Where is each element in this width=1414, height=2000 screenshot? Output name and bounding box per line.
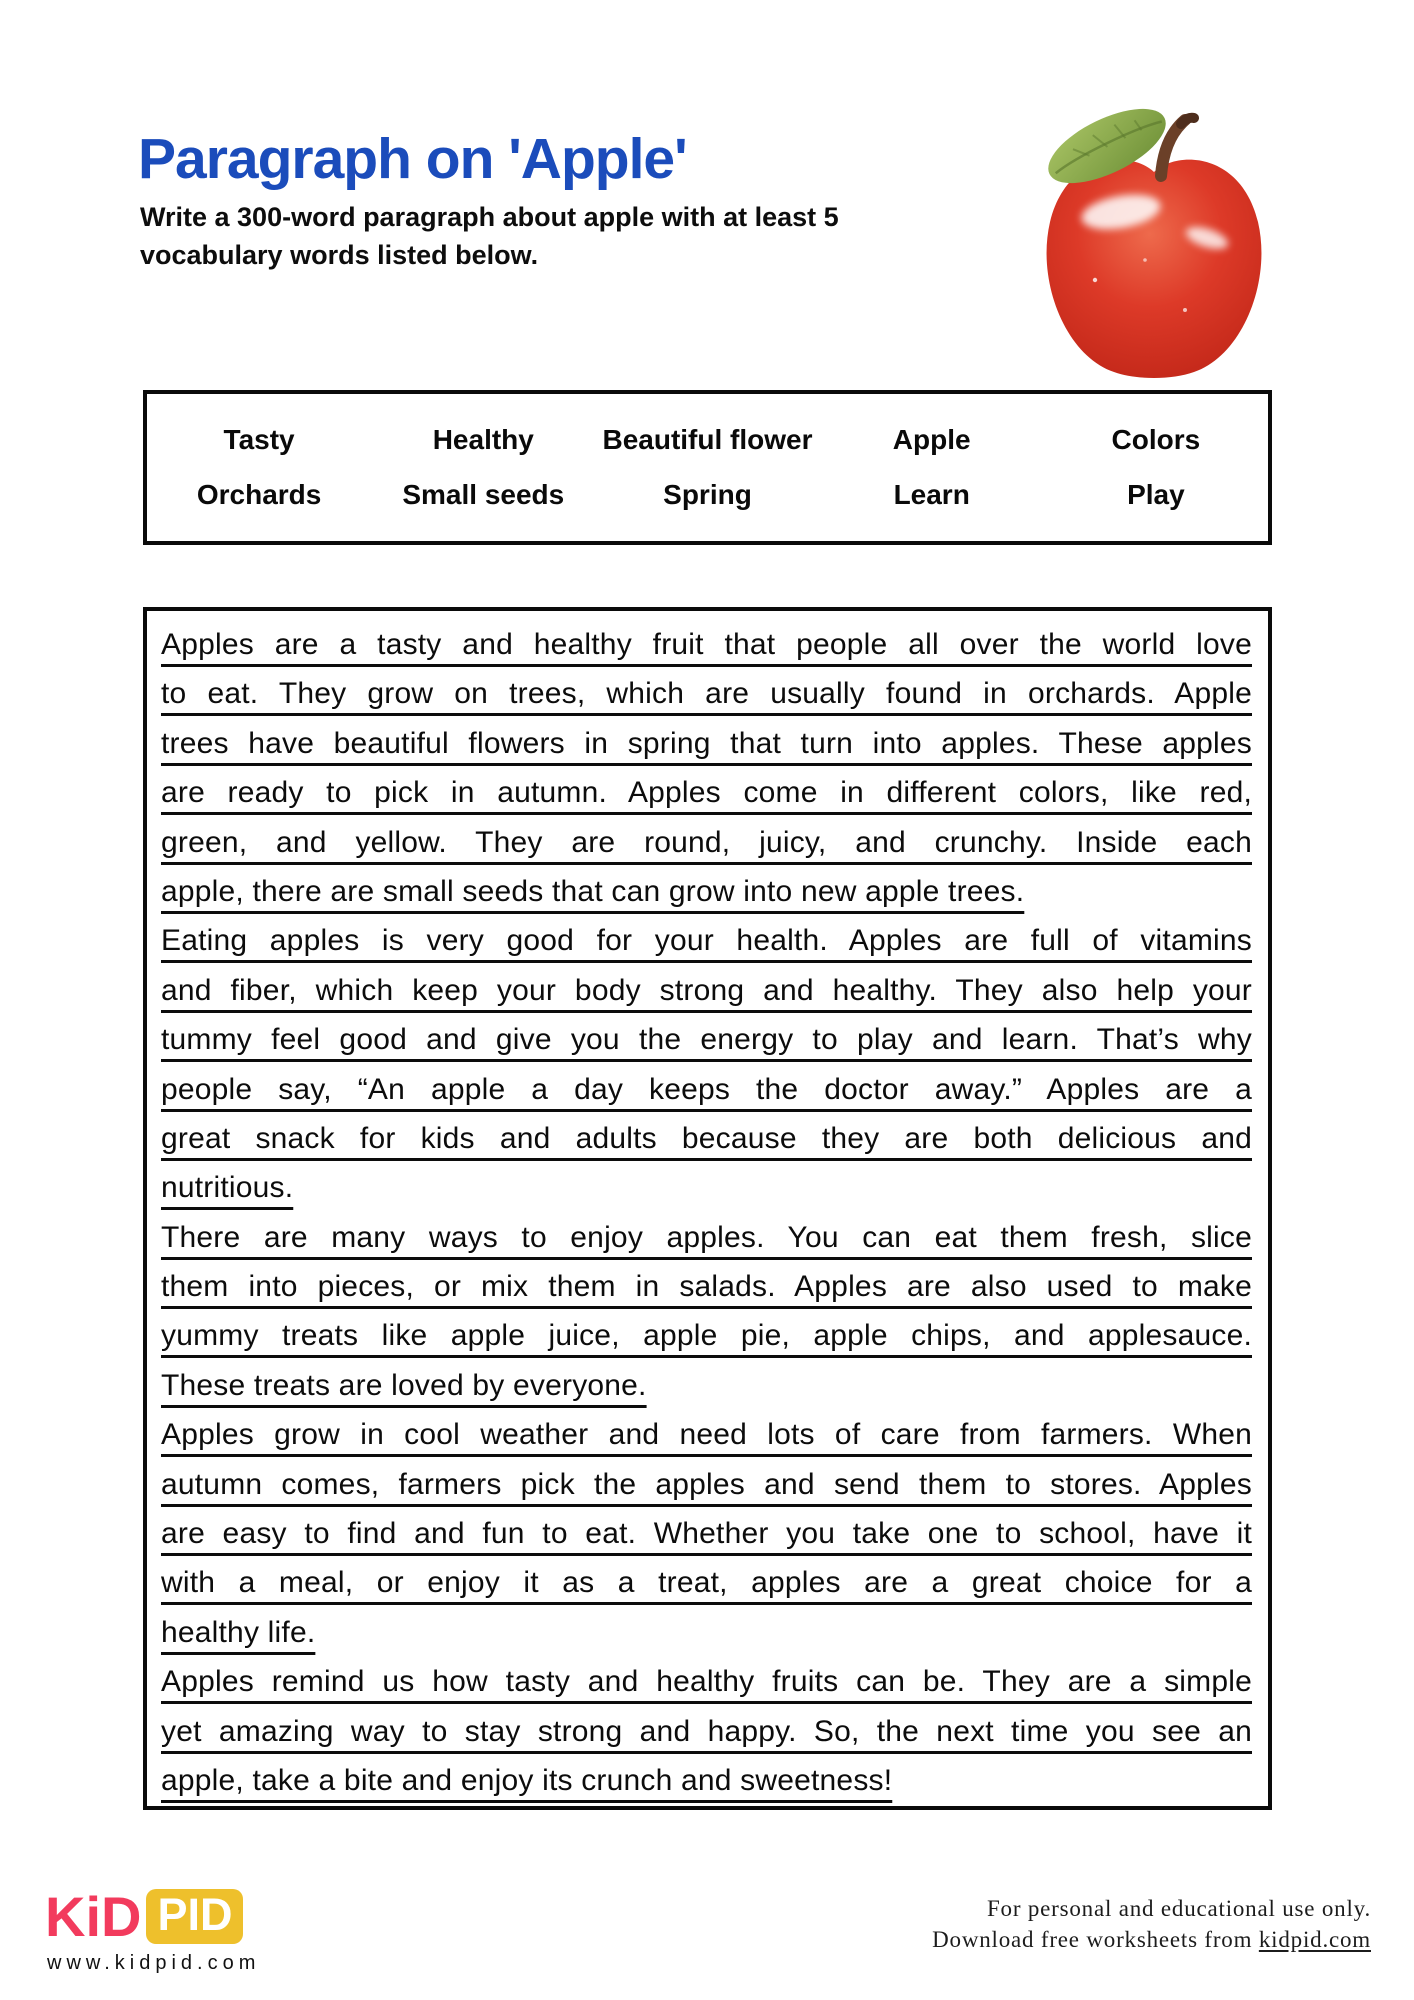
paragraph-line: autumn comes, farmers pick the apples and send them to stores. Apples: [161, 1467, 1252, 1501]
vocab-word: Spring: [663, 479, 752, 511]
paragraph-line: tummy feel good and give you the energy to play and learn. That’s why: [161, 1023, 1252, 1057]
vocabulary-box: [143, 390, 1272, 545]
paragraph-line: yummy treats like apple juice, apple pie, apple chips, and applesauce.: [161, 1319, 1252, 1353]
paragraph-box: [143, 607, 1272, 1810]
paragraph-line: them into pieces, or mix them in salads. Apples are also used to make: [161, 1270, 1252, 1304]
apple-stem-tip: [1181, 118, 1194, 124]
vocabulary-row-2: [147, 479, 1268, 511]
paragraph-line: nutritious.: [161, 1171, 294, 1205]
usage-note-line-2: [932, 1924, 1371, 1955]
instructions: [140, 198, 839, 274]
vocab-word: Learn: [893, 479, 970, 511]
paragraph-line: These treats are loved by everyone.: [161, 1368, 647, 1402]
usage-note-line-1: For personal and educational use only.: [986, 1896, 1371, 1921]
vocab-word: Play: [1127, 479, 1185, 511]
paragraph-line: with a meal, or enjoy it as a treat, apples are a great choice for a: [161, 1566, 1252, 1600]
apple-body: [1047, 160, 1262, 378]
paragraph-line: healthy life.: [161, 1615, 316, 1649]
paragraph-line: There are many ways to enjoy apples. You can eat them fresh, slice: [161, 1220, 1252, 1254]
paragraph-line: Apples remind us how tasty and healthy fruits can be. They are a simple: [161, 1665, 1252, 1699]
paragraph-line: people say, “An apple a day keeps the doctor away.” Apples are a: [161, 1072, 1252, 1106]
vocab-word: Colors: [1111, 423, 1201, 455]
vocab-word: Orchards: [196, 479, 322, 511]
paragraph-line: and fiber, which keep your body strong and healthy. They also help your: [161, 973, 1252, 1007]
paragraph-line: Apples are a tasty and healthy fruit that people all over the world love: [161, 628, 1252, 661]
paragraph-line: apple, take a bite and enjoy its crunch and sweetness!: [161, 1763, 893, 1797]
paragraph-line: Apples grow in cool weather and need lots of care from farmers. When: [161, 1418, 1252, 1452]
usage-note-line-2-prefix: Download free worksheets from: [932, 1927, 1259, 1952]
paragraph-line: great snack for kids and adults because they are both delicious and: [161, 1121, 1252, 1155]
paragraph-line: green, and yellow. They are round, juicy, and crunchy. Inside each: [161, 825, 1252, 859]
vocab-word: Healthy: [432, 423, 534, 455]
paragraph-line: trees have beautiful flowers in spring that turn into apples. These apples: [161, 726, 1252, 760]
page-title: Paragraph on 'Apple': [138, 127, 687, 191]
vocab-word: Small seeds: [402, 479, 565, 511]
apple-illustration: [1035, 90, 1273, 384]
vocabulary-row-1: [147, 424, 1268, 456]
apple-icon: [1035, 90, 1273, 384]
paragraph-line: to eat. They grow on trees, which are usually found in orchards. Apple: [161, 677, 1252, 711]
website-url: www.kidpid.com: [47, 1952, 261, 1974]
paragraph-line: yet amazing way to stay strong and happy. So, the next time you see an: [161, 1714, 1252, 1748]
kidpid-link[interactable]: kidpid.com: [1258, 1927, 1371, 1952]
paragraph-line: apple, there are small seeds that can grow into new apple trees.: [161, 874, 1025, 908]
paragraph-line: Eating apples is very good for your health. Apples are full of vitamins: [161, 924, 1252, 958]
paragraph-line: are ready to pick in autumn. Apples come in different colors, like red,: [161, 776, 1252, 810]
vocab-word: Beautiful flower: [602, 423, 813, 455]
vocab-word: Apple: [892, 423, 971, 455]
paragraph-line: are easy to find and fun to eat. Whether you take one to school, have it: [161, 1517, 1252, 1551]
logo-kid-text: KiD: [45, 1885, 142, 1948]
vocab-word: Tasty: [223, 423, 295, 455]
instructions-line-2: vocabulary words listed below.: [140, 240, 539, 270]
usage-note: [932, 1893, 1371, 1955]
logo-pid-badge: PID: [146, 1889, 243, 1944]
kidpid-logo: [45, 1884, 243, 1949]
instructions-line-1: Write a 300-word paragraph about apple with at least 5: [140, 202, 839, 232]
